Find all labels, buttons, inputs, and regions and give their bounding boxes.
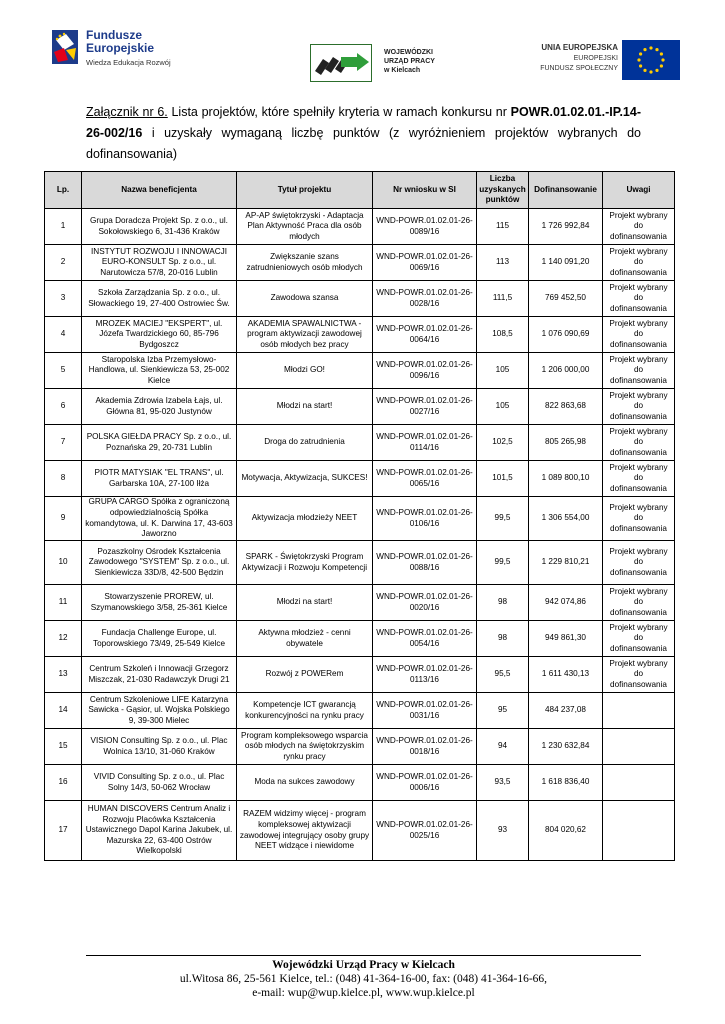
cell-beneficiary: VIVID Consulting Sp. z o.o., ul. Plac Solny 14/3, 50-062 Wrocław	[82, 765, 237, 801]
cell-remarks	[603, 693, 675, 729]
wup-logo	[310, 44, 460, 84]
cell-application-no: WND-POWR.01.02.01-26-0069/16	[373, 245, 477, 281]
table-body	[45, 209, 675, 861]
column-header-lp: Lp.	[45, 172, 82, 209]
cell-remarks: Projekt wybrany do dofinansowania	[603, 657, 675, 693]
cell-application-no: WND-POWR.01.02.01-26-0018/16	[373, 729, 477, 765]
cell-project-title: Młodzi na start!	[237, 389, 373, 425]
cell-points: 98	[477, 621, 529, 657]
table-row	[45, 209, 675, 245]
cell-lp: 6	[45, 389, 82, 425]
cell-funding: 1 089 800,10	[529, 461, 603, 497]
cell-application-no: WND-POWR.01.02.01-26-0114/16	[373, 425, 477, 461]
cell-funding: 822 863,68	[529, 389, 603, 425]
cell-remarks: Projekt wybrany do dofinansowania	[603, 317, 675, 353]
cell-beneficiary: Centrum Szkoleniowe LIFE Katarzyna Sawicka - Gąsior, ul. Wojska Polskiego 9, 39-300 Mielec	[82, 693, 237, 729]
cell-lp: 1	[45, 209, 82, 245]
cell-funding: 1 726 992,84	[529, 209, 603, 245]
cell-remarks	[603, 729, 675, 765]
cell-beneficiary: Akademia Zdrowia Izabela Łajs, ul. Główna 81, 95-020 Justynów	[82, 389, 237, 425]
table-row	[45, 389, 675, 425]
cell-lp: 16	[45, 765, 82, 801]
cell-remarks: Projekt wybrany do dofinansowania	[603, 245, 675, 281]
table-header-row	[45, 172, 675, 209]
wup-logo-line1: WOJEWÓDZKI	[384, 49, 433, 56]
cell-points: 105	[477, 389, 529, 425]
cell-application-no: WND-POWR.01.02.01-26-0006/16	[373, 765, 477, 801]
cell-beneficiary: HUMAN DISCOVERS Centrum Analiz i Rozwoju Placówka Kształcenia Ustawicznego Dapol Karina Jakubek, ul. Mazurska 22, 63-400 Ostrów Wielkopolski	[82, 801, 237, 861]
footer-divider	[86, 955, 641, 956]
cell-remarks: Projekt wybrany do dofinansowania	[603, 585, 675, 621]
table-row	[45, 765, 675, 801]
cell-remarks: Projekt wybrany do dofinansowania	[603, 425, 675, 461]
cell-funding: 1 306 554,00	[529, 497, 603, 541]
cell-remarks: Projekt wybrany do dofinansowania	[603, 541, 675, 585]
column-header-application-no: Nr wniosku w SI	[373, 172, 477, 209]
cell-application-no: WND-POWR.01.02.01-26-0027/16	[373, 389, 477, 425]
fe-flag-icon	[52, 30, 78, 64]
cell-lp: 8	[45, 461, 82, 497]
footer-office-name: Wojewódzki Urząd Pracy w Kielcach	[272, 959, 455, 971]
cell-project-title: Motywacja, Aktywizacja, SUKCES!	[237, 461, 373, 497]
cell-funding: 1 611 430,13	[529, 657, 603, 693]
cell-points: 115	[477, 209, 529, 245]
cell-remarks	[603, 801, 675, 861]
table-row	[45, 353, 675, 389]
table-row	[45, 541, 675, 585]
ue-logo-line3: FUNDUSZ SPOŁECZNY	[540, 65, 618, 72]
eu-flag-icon	[622, 40, 680, 80]
cell-points: 111,5	[477, 281, 529, 317]
cell-application-no: WND-POWR.01.02.01-26-0088/16	[373, 541, 477, 585]
cell-beneficiary: Staropolska Izba Przemysłowo-Handlowa, ul. Sienkiewicza 53, 25-002 Kielce	[82, 353, 237, 389]
cell-application-no: WND-POWR.01.02.01-26-0028/16	[373, 281, 477, 317]
cell-points: 98	[477, 585, 529, 621]
cell-points: 113	[477, 245, 529, 281]
cell-beneficiary: GRUPA CARGO Spółka z ograniczoną odpowiedzialnością Spółka komandytowa, ul. K. Darwina 17, 43-603 Jaworzno	[82, 497, 237, 541]
fe-logo-line1: Fundusze	[86, 28, 142, 42]
cell-beneficiary: Pozaszkolny Ośrodek Kształcenia Zawodowego "SYSTEM" Sp. z o.o., ul. Sienkiewicza 33D/8, 42-500 Będzin	[82, 541, 237, 585]
cell-application-no: WND-POWR.01.02.01-26-0064/16	[373, 317, 477, 353]
projects-table	[44, 171, 675, 861]
cell-remarks: Projekt wybrany do dofinansowania	[603, 353, 675, 389]
table-row	[45, 585, 675, 621]
cell-funding: 484 237,08	[529, 693, 603, 729]
column-header-funding: Dofinansowanie	[529, 172, 603, 209]
cell-project-title: Młodzi na start!	[237, 585, 373, 621]
table-row	[45, 497, 675, 541]
cell-funding: 942 074,86	[529, 585, 603, 621]
cell-lp: 17	[45, 801, 82, 861]
cell-funding: 949 861,30	[529, 621, 603, 657]
cell-application-no: WND-POWR.01.02.01-26-0106/16	[373, 497, 477, 541]
cell-application-no: WND-POWR.01.02.01-26-0089/16	[373, 209, 477, 245]
cell-points: 99,5	[477, 497, 529, 541]
cell-remarks: Projekt wybrany do dofinansowania	[603, 389, 675, 425]
cell-lp: 4	[45, 317, 82, 353]
page-footer	[86, 958, 641, 1000]
cell-lp: 11	[45, 585, 82, 621]
cell-beneficiary: MROZEK MACIEJ "EKSPERT", ul. Józefa Twardzickiego 60, 85-796 Bydgoszcz	[82, 317, 237, 353]
cell-project-title: Moda na sukces zawodowy	[237, 765, 373, 801]
column-header-beneficiary: Nazwa beneficjenta	[82, 172, 237, 209]
cell-application-no: WND-POWR.01.02.01-26-0054/16	[373, 621, 477, 657]
ue-logo-line2: EUROPEJSKI	[573, 55, 618, 62]
cell-project-title: RAZEM widzimy więcej - program kompleksowej aktywizacji zawodowej integrujący osoby grupy NEET widzące i niewidome	[237, 801, 373, 861]
cell-points: 93,5	[477, 765, 529, 801]
cell-lp: 3	[45, 281, 82, 317]
cell-project-title: AKADEMIA SPAWALNICTWA - program aktywizacji zawodowej osób młodych bez pracy	[237, 317, 373, 353]
cell-project-title: Droga do zatrudnienia	[237, 425, 373, 461]
wup-logo-text	[384, 48, 435, 75]
cell-funding: 1 140 091,20	[529, 245, 603, 281]
cell-application-no: WND-POWR.01.02.01-26-0025/16	[373, 801, 477, 861]
cell-project-title: AP-AP świętokrzyski - Adaptacja Plan Aktywność Praca dla osób młodych	[237, 209, 373, 245]
title-text-part2: i uzyskały wymaganą liczbę punktów (z wyróżnieniem projektów wybranych do dofinansowania)	[86, 126, 641, 161]
cell-points: 105	[477, 353, 529, 389]
cell-application-no: WND-POWR.01.02.01-26-0020/16	[373, 585, 477, 621]
cell-lp: 2	[45, 245, 82, 281]
cell-project-title: Zwiększanie szans zatrudnieniowych osób młodych	[237, 245, 373, 281]
cell-funding: 804 020,62	[529, 801, 603, 861]
table-row	[45, 801, 675, 861]
cell-points: 95	[477, 693, 529, 729]
contest-number: POWR.01.02.01.-IP.14-26-002/16	[86, 105, 641, 140]
cell-funding: 1 618 836,40	[529, 765, 603, 801]
cell-beneficiary: Szkoła Zarządzania Sp. z o.o., ul. Słowackiego 19, 27-400 Ostrowiec Św.	[82, 281, 237, 317]
cell-lp: 14	[45, 693, 82, 729]
cell-project-title: Zawodowa szansa	[237, 281, 373, 317]
wup-logo-line3: w Kielcach	[384, 67, 421, 74]
fe-logo-line3: Wiedza Edukacja Rozwój	[86, 58, 171, 67]
column-header-remarks: Uwagi	[603, 172, 675, 209]
wup-emblem-icon	[310, 44, 372, 82]
cell-beneficiary: Centrum Szkoleń i Innowacji Grzegorz Miszczak, 21-030 Radawczyk Drugi 21	[82, 657, 237, 693]
cell-project-title: Program kompleksowego wsparcia osób młodych na świętokrzyskim rynku pracy	[237, 729, 373, 765]
table-row	[45, 461, 675, 497]
cell-beneficiary: VISION Consulting Sp. z o.o., ul. Plac Wolnica 13/10, 31-060 Kraków	[82, 729, 237, 765]
cell-funding: 805 265,98	[529, 425, 603, 461]
page-header	[0, 26, 725, 88]
table-row	[45, 245, 675, 281]
cell-points: 102,5	[477, 425, 529, 461]
cell-remarks: Projekt wybrany do dofinansowania	[603, 497, 675, 541]
fundusze-europejskie-logo	[52, 28, 202, 80]
cell-lp: 13	[45, 657, 82, 693]
table-row	[45, 657, 675, 693]
cell-funding: 1 230 632,84	[529, 729, 603, 765]
title-text-part1: Lista projektów, które spełniły kryteria w ramach konkursu nr	[167, 105, 511, 119]
cell-funding: 769 452,50	[529, 281, 603, 317]
cell-beneficiary: Grupa Doradcza Projekt Sp. z o.o., ul. Sokołowskiego 6, 31-436 Kraków	[82, 209, 237, 245]
cell-beneficiary: Stowarzyszenie PROREW, ul. Szymanowskiego 3/58, 25-361 Kielce	[82, 585, 237, 621]
cell-lp: 10	[45, 541, 82, 585]
table-row	[45, 729, 675, 765]
cell-lp: 7	[45, 425, 82, 461]
cell-beneficiary: PIOTR MATYSIAK "EL TRANS", ul. Garbarska 10A, 27-100 Iłża	[82, 461, 237, 497]
cell-remarks: Projekt wybrany do dofinansowania	[603, 281, 675, 317]
cell-project-title: Aktywizacja młodzieży NEET	[237, 497, 373, 541]
cell-application-no: WND-POWR.01.02.01-26-0031/16	[373, 693, 477, 729]
unia-europejska-logo	[528, 40, 680, 84]
cell-project-title: Młodzi GO!	[237, 353, 373, 389]
cell-funding: 1 076 090,69	[529, 317, 603, 353]
cell-points: 108,5	[477, 317, 529, 353]
cell-lp: 9	[45, 497, 82, 541]
table-row	[45, 425, 675, 461]
cell-beneficiary: Fundacja Challenge Europe, ul. Toporowskiego 73/49, 25-549 Kielce	[82, 621, 237, 657]
table-row	[45, 621, 675, 657]
cell-application-no: WND-POWR.01.02.01-26-0113/16	[373, 657, 477, 693]
cell-points: 93	[477, 801, 529, 861]
footer-address: ul.Witosa 86, 25-561 Kielce, tel.: (048) 41-364-16-00, fax: (048) 41-364-16-66,	[179, 973, 548, 985]
cell-project-title: SPARK - Świętokrzyski Program Aktywizacji i Rozwoju Kompetencji	[237, 541, 373, 585]
cell-funding: 1 206 000,00	[529, 353, 603, 389]
cell-application-no: WND-POWR.01.02.01-26-0065/16	[373, 461, 477, 497]
cell-lp: 15	[45, 729, 82, 765]
table-row	[45, 693, 675, 729]
cell-remarks	[603, 765, 675, 801]
table-row	[45, 281, 675, 317]
cell-points: 99,5	[477, 541, 529, 585]
column-header-project-title: Tytuł projektu	[237, 172, 373, 209]
cell-lp: 5	[45, 353, 82, 389]
cell-project-title: Rozwój z POWERem	[237, 657, 373, 693]
cell-remarks: Projekt wybrany do dofinansowania	[603, 209, 675, 245]
attachment-number: Załącznik nr 6.	[86, 105, 168, 119]
document-title	[86, 102, 641, 165]
cell-beneficiary: INSTYTUT ROZWOJU I INNOWACJI EURO-KONSULT Sp. z o.o., ul. Narutowicza 57/8, 20-016 Lublin	[82, 245, 237, 281]
cell-remarks: Projekt wybrany do dofinansowania	[603, 621, 675, 657]
cell-beneficiary: POLSKA GIEŁDA PRACY Sp. z o.o., ul. Poznańska 29, 20-731 Lublin	[82, 425, 237, 461]
cell-project-title: Kompetencje ICT gwarancją konkurencyjności na rynku pracy	[237, 693, 373, 729]
table-row	[45, 317, 675, 353]
cell-remarks: Projekt wybrany do dofinansowania	[603, 461, 675, 497]
cell-points: 95,5	[477, 657, 529, 693]
footer-contact: e-mail: wup@wup.kielce.pl, www.wup.kielce.pl	[252, 987, 475, 999]
cell-lp: 12	[45, 621, 82, 657]
cell-project-title: Aktywna młodzież - cenni obywatele	[237, 621, 373, 657]
column-header-points: Liczba uzyskanych punktów	[477, 172, 529, 209]
fe-logo-line2: Europejskie	[86, 41, 155, 55]
cell-funding: 1 229 810,21	[529, 541, 603, 585]
cell-application-no: WND-POWR.01.02.01-26-0096/16	[373, 353, 477, 389]
wup-logo-line2: URZĄD PRACY	[384, 58, 435, 65]
cell-points: 101,5	[477, 461, 529, 497]
cell-points: 94	[477, 729, 529, 765]
ue-logo-line1: UNIA EUROPEJSKA	[541, 43, 618, 52]
